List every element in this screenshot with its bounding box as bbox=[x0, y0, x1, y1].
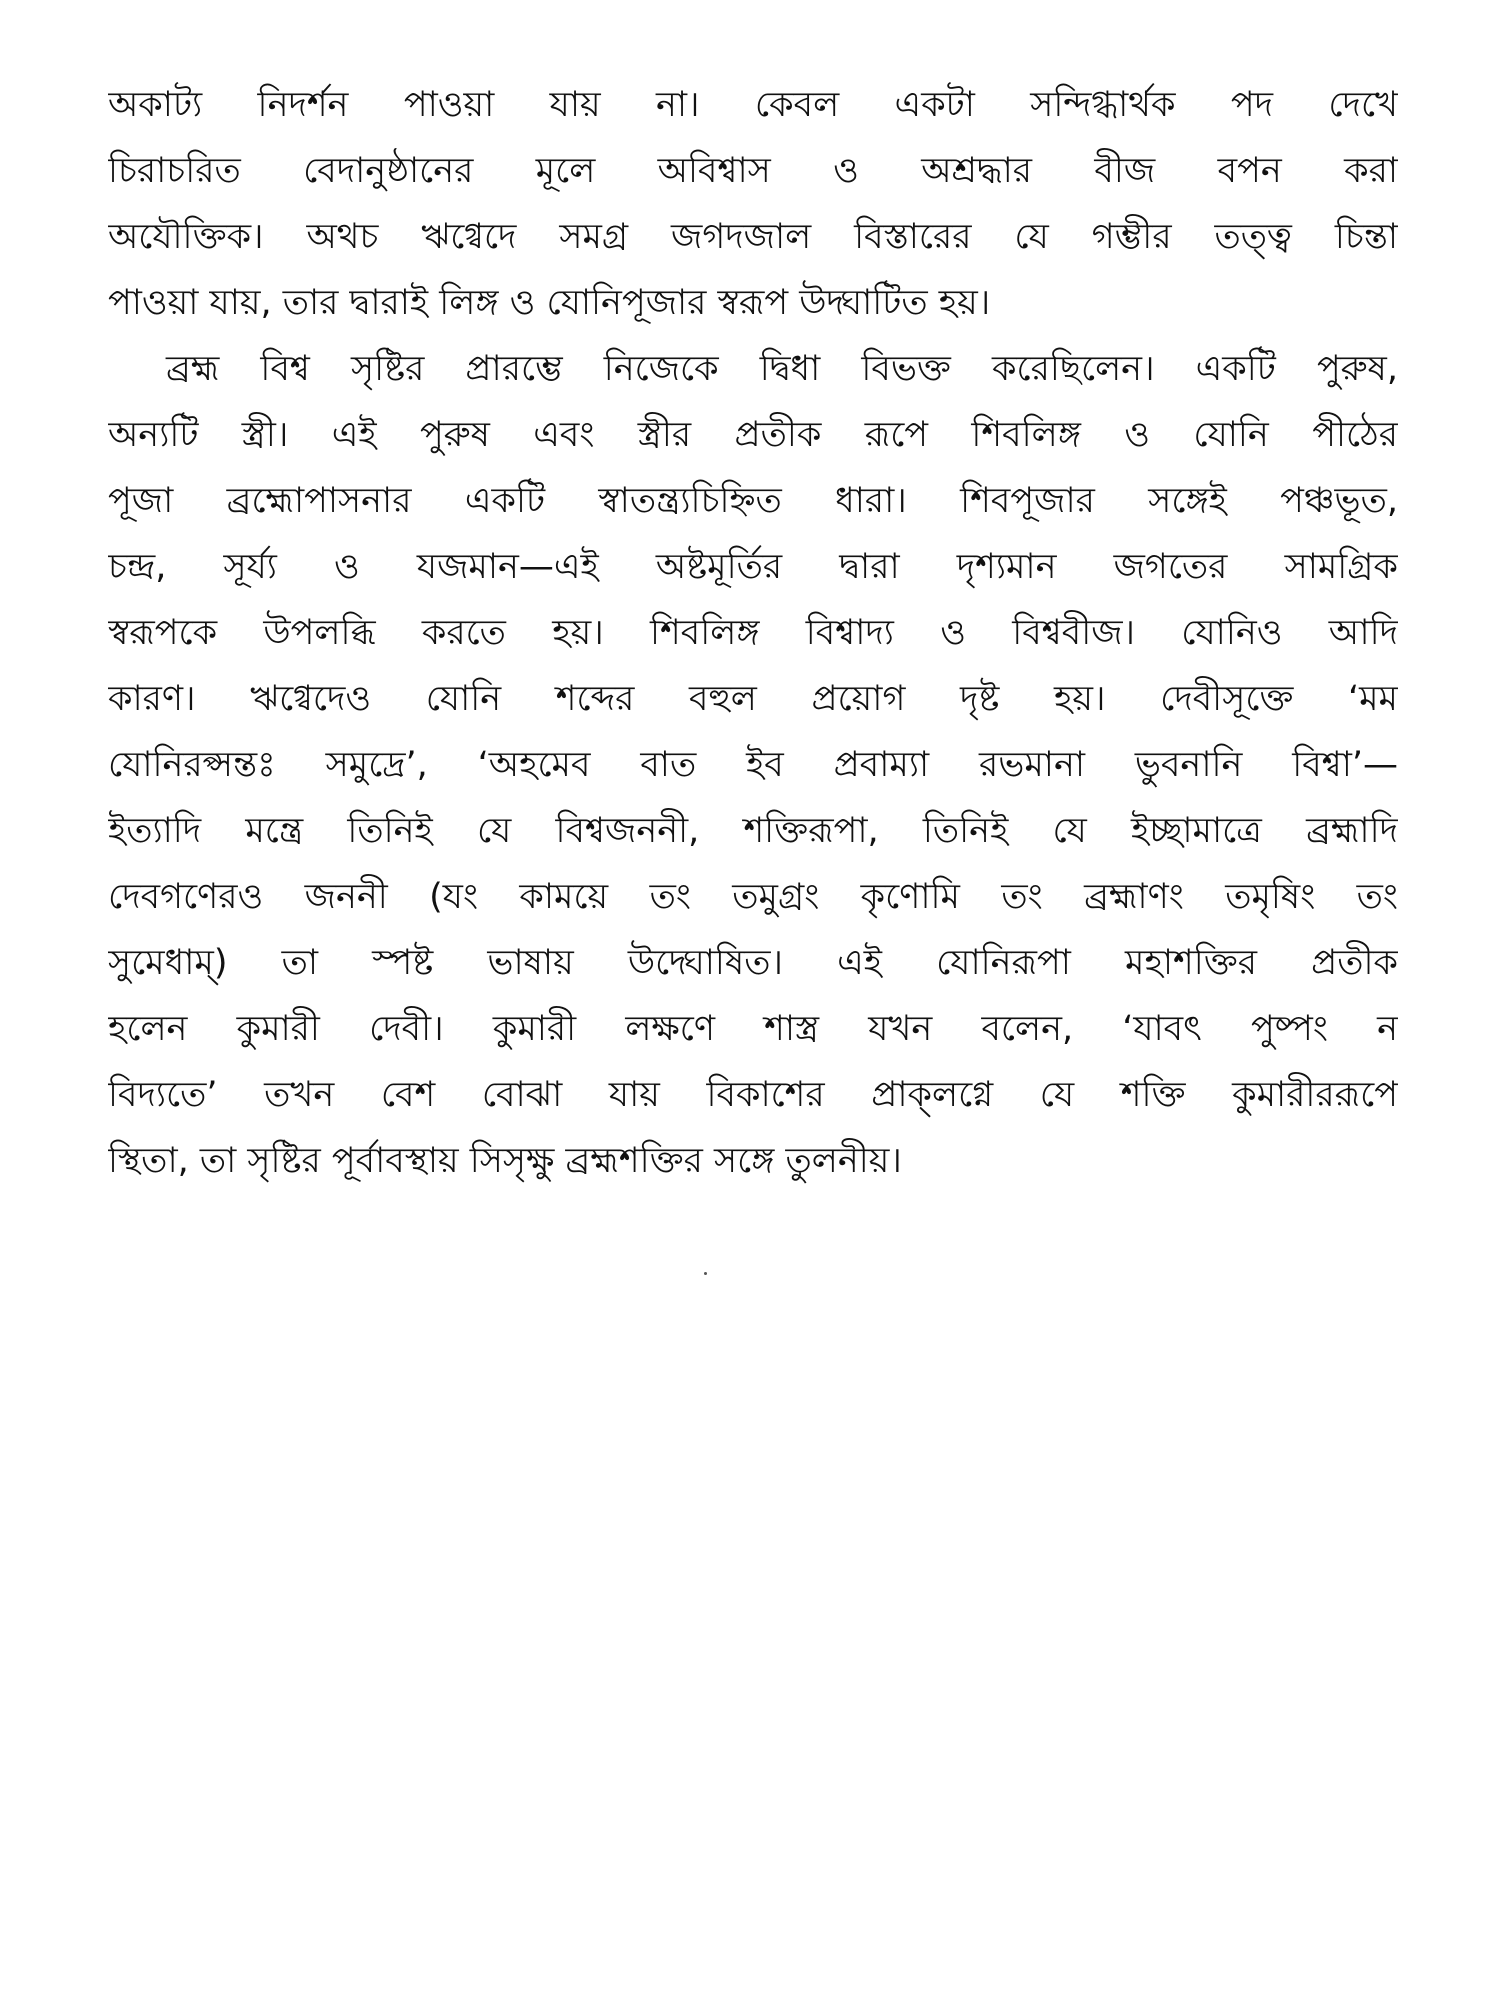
paragraph-line: অযৌক্তিক। অথচ ঋগ্বেদে সমগ্র জগদজাল বিস্তারের যে গম্ভীর তত্ত্ব চিন্তা bbox=[108, 217, 1398, 257]
paragraph-line: স্থিতা, তা সৃষ্টির পূর্বাবস্থায় সিসৃক্ষু ব্রহ্মশক্তির সঙ্গে তুলনীয়। bbox=[108, 1141, 902, 1181]
paragraph-1 bbox=[108, 72, 1398, 336]
body-text bbox=[108, 72, 1398, 1194]
paragraph-line: অন্যটি স্ত্রী। এই পুরুষ এবং স্ত্রীর প্রতীক রূপে শিবলিঙ্গ ও যোনি পীঠের bbox=[108, 415, 1398, 455]
paragraph-line: ব্রহ্ম বিশ্ব সৃষ্টির প্রারম্ভে নিজেকে দ্বিধা বিভক্ত করেছিলেন। একটি পুরুষ, bbox=[166, 349, 1398, 389]
paragraph-line: বিদ্যতে’ তখন বেশ বোঝা যায় বিকাশের প্রাক্‌লগ্নে যে শক্তি কুমারীররূপে bbox=[108, 1075, 1398, 1115]
paragraph-line: স্বরূপকে উপলব্ধি করতে হয়। শিবলিঙ্গ বিশ্বাদ্য ও বিশ্ববীজ। যোনিও আদি bbox=[108, 613, 1398, 653]
paragraph-line: পূজা ব্রহ্মোপাসনার একটি স্বাতন্ত্র্যচিহ্নিত ধারা। শিবপূজার সঙ্গেই পঞ্চভূত, bbox=[108, 481, 1398, 521]
scan-speck bbox=[704, 1272, 707, 1275]
paragraph-line: অকাট্য নিদর্শন পাওয়া যায় না। কেবল একটা সন্দিগ্ধার্থক পদ দেখে bbox=[108, 85, 1398, 125]
paragraph-line: দেবগণেরও জননী (যং কাময়ে তং তমুগ্রং কৃণোমি তং ব্রহ্মাণং তমৃষিং তং bbox=[108, 877, 1398, 917]
paragraph-line: পাওয়া যায়, তার দ্বারাই লিঙ্গ ও যোনিপূজার স্বরূপ উদ্ঘাটিত হয়। bbox=[108, 283, 991, 323]
paragraph-line: চিরাচরিত বেদানুষ্ঠানের মূলে অবিশ্বাস ও অশ্রদ্ধার বীজ বপন করা bbox=[108, 151, 1398, 191]
paragraph-line: চন্দ্র, সূর্য্য ও যজমান—এই অষ্টমূর্তির দ্বারা দৃশ্যমান জগতের সামগ্রিক bbox=[108, 547, 1398, 587]
paragraph-line: যোনিরপ্সন্তঃ সমুদ্রে’, ‘অহমেব বাত ইব প্রবাম্যা রভমানা ভুবনানি বিশ্বা’— bbox=[108, 745, 1398, 785]
paragraph-line: হলেন কুমারী দেবী। কুমারী লক্ষণে শাস্ত্র যখন বলেন, ‘যাবৎ পুষ্পং ন bbox=[108, 1009, 1398, 1049]
paragraph-line: সুমেধাম্) তা স্পষ্ট ভাষায় উদ্ঘোষিত। এই যোনিরূপা মহাশক্তির প্রতীক bbox=[108, 943, 1398, 983]
paragraph-line: ইত্যাদি মন্ত্রে তিনিই যে বিশ্বজননী, শক্তিরূপা, তিনিই যে ইচ্ছামাত্রে ব্রহ্মাদি bbox=[108, 811, 1398, 851]
paragraph-2 bbox=[108, 336, 1398, 1194]
paragraph-line: কারণ। ঋগ্বেদেও যোনি শব্দের বহুল প্রয়োগ দৃষ্ট হয়। দেবীসূক্তে ‘মম bbox=[108, 679, 1398, 719]
